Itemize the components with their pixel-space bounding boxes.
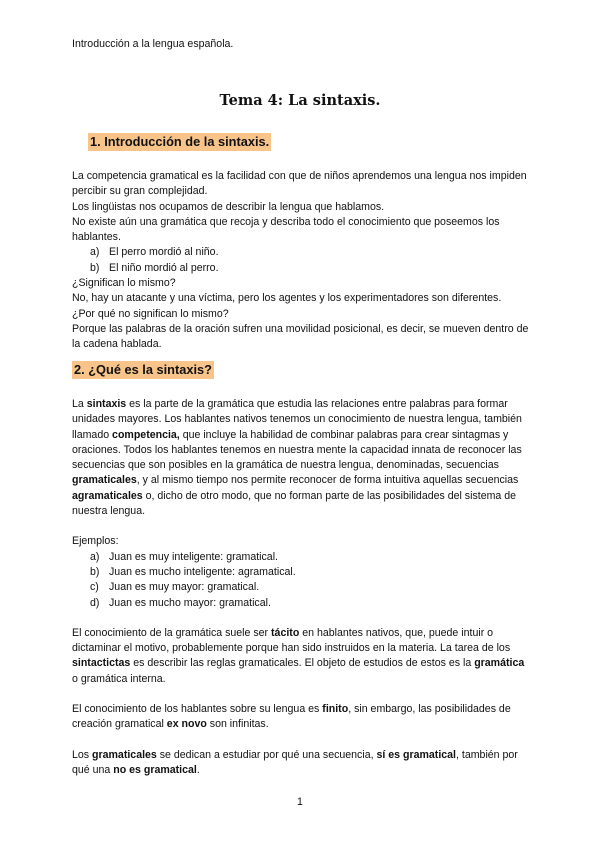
paragraph: No, hay un atacante y una víctima, pero los agentes y los experimentadores son diferentes. [72,292,502,305]
section-1-heading: 1. Introducción de la sintaxis. [90,134,270,149]
list-marker: d) [90,596,100,609]
paragraph-tacit-knowledge: El conocimiento de la gramática suele ser tácito en hablantes nativos, que, puede intuir o dictaminar el motivo, probablemente porque han sido instruidos en la materia. La tarea de los sintactictas es describir las reglas gramaticales. El objeto de estudios de estos es la gramática o gramática interna. [72,626,525,685]
paragraph-definition: La sintaxis es la parte de la gramática que estudia las relaciones entre palabras para formar unidades mayores. Los hablantes nativos tenemos un conocimiento de nuestra lengua, también llamado competencia, que incluye la habilidad de combinar palabras para crear sintagmas y oraciones. Todos los hablantes tenemos en nuestra mente la capacidad innata de reconocer las secuencias que son posibles en la gramática de nuestra lengua, denominadas, secuencias gramaticales, y al mismo tiempo nos permite reconocer de forma intuitiva aquellas secuencias agramaticales o, dicho de otro modo, que no forman parte de las posibilidades del sistema de nuestra lengua. [72,398,522,518]
paragraph: No existe aún una gramática que recoja y describa todo el conocimiento que poseemos los hablantes. [72,215,500,244]
list-item-text: Juan es mucho mayor: gramatical. [109,596,271,609]
list-item [72,596,532,611]
running-header: Introducción a la lengua española. [72,38,234,50]
list-item-text: Juan es mucho inteligente: agramatical. [109,565,296,578]
example-list [72,245,532,276]
paragraph: La competencia gramatical es la facilidad con que de niños aprendemos una lengua nos impiden percibir su gran complejidad. [72,170,527,198]
section-1-body [72,169,532,353]
list-item [72,580,532,595]
list-item-text: El perro mordió al niño. [109,246,219,259]
section-2-body [72,397,532,778]
list-marker: b) [90,261,100,274]
list-marker: a) [90,550,100,563]
list-marker: a) [90,246,100,259]
list-item-text: El niño mordió al perro. [109,261,219,274]
paragraph: ¿Por qué no significan lo mismo? [72,307,229,320]
section-2-heading: 2. ¿Qué es la sintaxis? [74,362,212,377]
list-item-text: Juan es muy mayor: gramatical. [109,581,260,594]
list-marker: c) [90,581,99,594]
list-item-text: Juan es muy inteligente: gramatical. [109,550,278,563]
list-item [72,245,532,260]
list-item [72,261,532,276]
paragraph: ¿Significan lo mismo? [72,277,176,290]
paragraph: Los lingüistas nos ocupamos de describir la lengua que hablamos. [72,200,385,213]
paragraph-finite-knowledge: El conocimiento de los hablantes sobre su lengua es finito, sin embargo, las posibilidades de creación gramatical ex novo son infinitas. [72,703,511,731]
list-item [72,565,532,580]
page-title: Tema 4: La sintaxis. [219,92,381,109]
list-item [72,550,532,565]
page-number: 1 [297,796,303,808]
example-list [72,550,532,611]
paragraph: Porque las palabras de la oración sufren una movilidad posicional, es decir, se mueven dentro de la cadena hablada. [72,322,529,351]
paragraph-grammarians: Los gramaticales se dedican a estudiar por qué una secuencia, sí es gramatical, también por qué una no es gramatical. [72,748,518,776]
examples-label: Ejemplos: [72,535,119,548]
list-marker: b) [90,565,100,578]
